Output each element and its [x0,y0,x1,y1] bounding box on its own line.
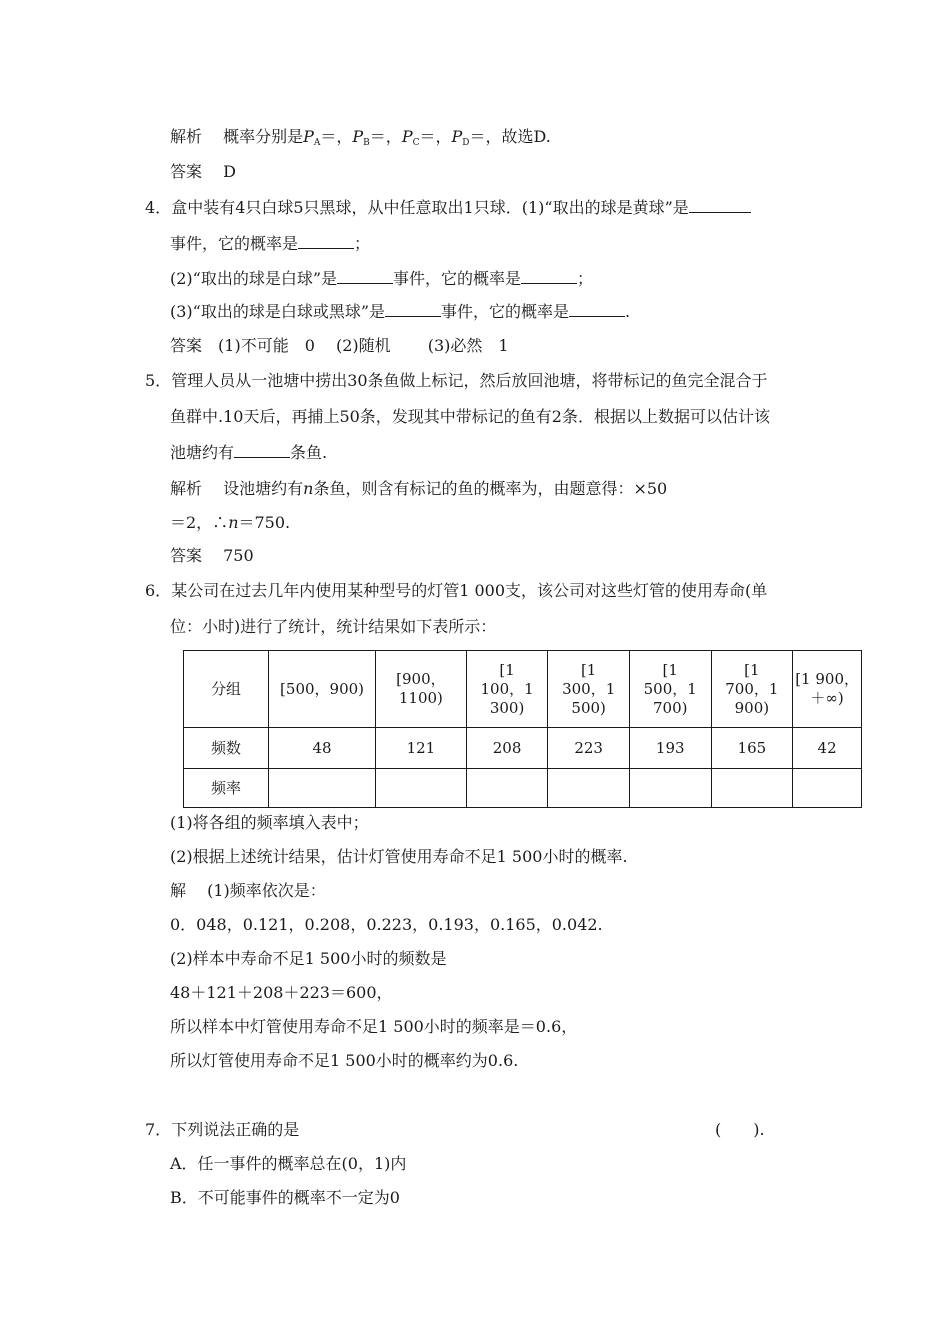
table-cell: [1 300，1 500) [548,651,630,728]
q6-line2: 位：小时)进行了统计，统计结果如下表所示： [170,617,497,636]
table-row-counts [184,728,862,769]
table-cell: [1 900， ＋∞) [793,651,862,728]
table-cell-empty [793,769,862,808]
q7-answer-paren: ( ). [715,1120,765,1139]
table-cell: 208 [466,728,548,769]
table-cell-empty [269,769,376,808]
q6-solution-4: 48＋121＋208＋223＝600， [170,983,393,1002]
q3-analysis: 解析 概率分别是$P_A=$，$P_B=$，$P_C=$，$P_D=$，故选D. [170,127,551,148]
table-cell-empty [466,769,548,808]
q4-line1: 4．盒中装有4只白球5只黑球，从中任意取出1只球．(1)“取出的球是黄球”是 [145,198,751,218]
table-cell-empty [375,769,466,808]
q4-line3: (2)“取出的球是白球”是 事件，它的概率是 ； [170,269,594,288]
q6-solution-5: 所以样本中灯管使用寿命不足1 500小时的频率是＝0.6， [170,1017,578,1036]
q5-analysis-cont: ＝2，∴n＝750. [170,513,291,532]
table-header-rate: 频率 [184,769,269,808]
table-cell: 48 [269,728,376,769]
q6-solution-2: 0．048，0.121，0.208，0.223，0.193，0.165，0.042. [170,915,603,934]
table-row-groups [184,651,862,728]
q4-line4: (3)“取出的球是白球或黑球”是 事件，它的概率是 . [170,302,631,321]
q4-line2: 事件，它的概率是 ； [170,234,371,253]
q6-solution-1: 解 (1)频率依次是： [170,881,326,900]
table-cell: 42 [793,728,862,769]
table-cell: 223 [548,728,630,769]
q5-analysis: 解析 设池塘约有n条鱼，则含有标记的鱼的概率为，由题意得：×50 [170,479,668,498]
table-cell: 193 [629,728,711,769]
q6-sub2: (2)根据上述统计结果，估计灯管使用寿命不足1 500小时的概率. [170,847,628,866]
q6-line1: 6．某公司在过去几年内使用某种型号的灯管1 000支，该公司对这些灯管的使用寿命(单 [145,581,768,600]
q5-answer: 答案 750 [170,546,254,565]
q5-line1: 5．管理人员从一池塘中捞出30条鱼做上标记，然后放回池塘，将带标记的鱼完全混合于 [145,371,768,390]
frequency-table [183,650,862,808]
table-cell-empty [629,769,711,808]
table-cell-empty [548,769,630,808]
q4-answer: 答案 (1)不可能 0 (2)随机 (3)必然 1 [170,336,509,355]
table-cell: [1 100，1 300) [466,651,548,728]
table-cell: [1 500，1 700) [629,651,711,728]
table-cell-empty [711,769,793,808]
q5-line2: 鱼群中.10天后，再捕上50条，发现其中带标记的鱼有2条．根据以上数据可以估计该 [170,407,770,426]
table-row-rates [184,769,862,808]
q7-option-a: A．任一事件的概率总在(0，1)内 [170,1154,407,1173]
table-cell: 165 [711,728,793,769]
q5-line3: 池塘约有 条鱼. [170,443,328,462]
q6-solution-3: (2)样本中寿命不足1 500小时的频数是 [170,949,447,968]
table-header-count: 频数 [184,728,269,769]
table-cell: [1 700，1 900) [711,651,793,728]
q7-stem: 7．下列说法正确的是 [145,1120,300,1139]
table-cell: 121 [375,728,466,769]
q6-sub1: (1)将各组的频率填入表中； [170,813,369,832]
table-header-group: 分组 [184,651,269,728]
q7-option-b: B．不可能事件的概率不一定为0 [170,1188,400,1207]
table-cell: [900， 1100) [375,651,466,728]
q3-answer: 答案 D [170,162,236,181]
table-cell: [500，900) [269,651,376,728]
q6-solution-6: 所以灯管使用寿命不足1 500小时的概率约为0.6. [170,1051,519,1070]
